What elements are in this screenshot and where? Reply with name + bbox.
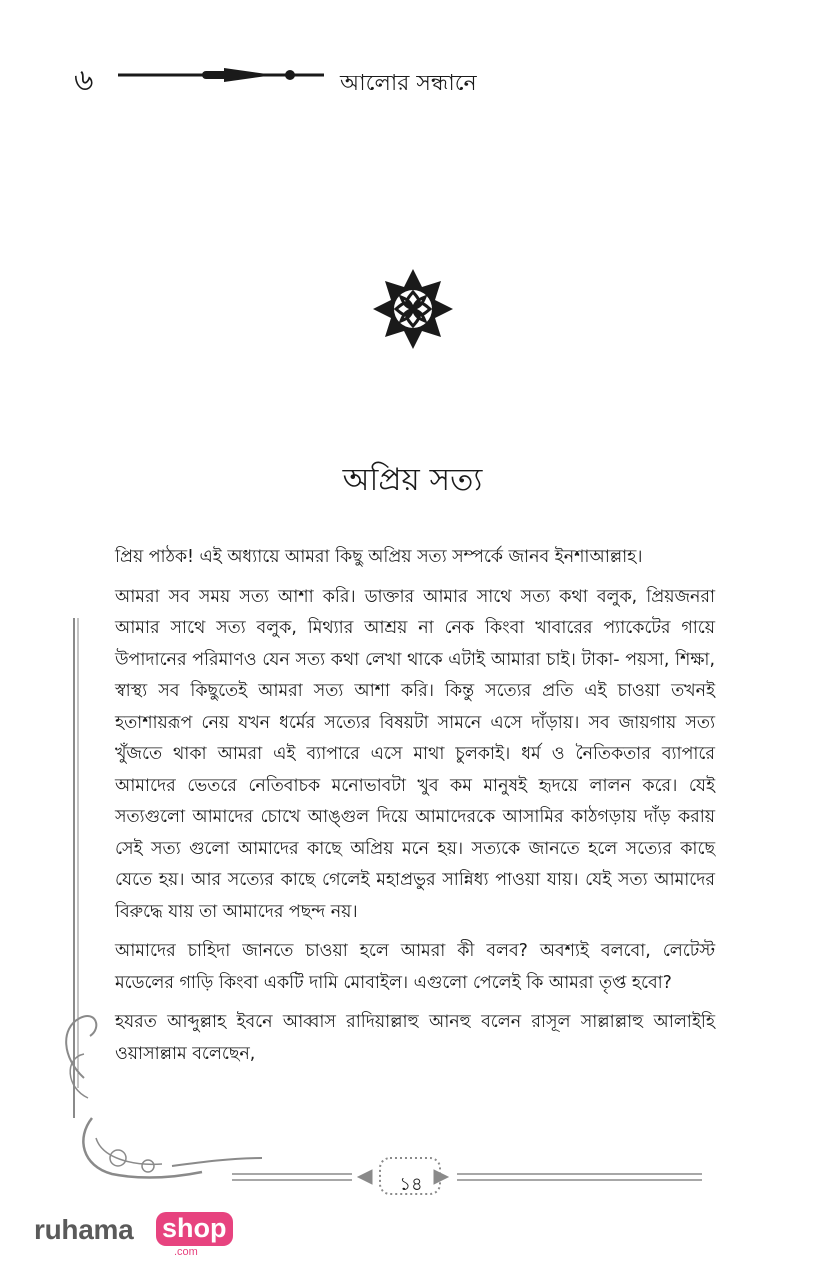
paragraph-hadith-intro: হযরত আব্দুল্লাহ ইবনে আব্বাস রাদিয়াল্লাহু আনহু বলেন রাসূল সাল্লাল্লাহু আলাইহি ওয়াসাল্লাম বলেছেন, xyxy=(115,1012,715,1064)
running-title: আলোর সন্ধানে xyxy=(340,71,477,96)
chapter-title: অপ্রিয় সত্য xyxy=(342,462,483,498)
paragraph-desires: আমাদের চাহিদা জানতে চাওয়া হলে আমরা কী বলব? অবশ্যই বলবো, লেটেস্ট মডেলের গাড়ি কিংবা একটি দামি মোবাইল। এগুলো পেলেই কি আমরা তৃপ্ত হবো? xyxy=(115,941,715,993)
star-ornament-icon xyxy=(372,268,454,350)
header-arrow-ornament xyxy=(74,62,334,98)
watermark-brand-left: ruhama xyxy=(34,1214,134,1245)
page-number: ১৪ xyxy=(399,1174,423,1195)
chapter-body xyxy=(115,542,715,1078)
running-header xyxy=(74,62,494,98)
paragraph-intro: প্রিয় পাঠক! এই অধ্যায়ে আমরা কিছু অপ্রিয় সত্য সম্পর্কে জানব ইনশাআল্লাহ। xyxy=(115,547,643,567)
watermark-brand-right: shop xyxy=(156,1212,233,1246)
page-mark: ৬ xyxy=(74,63,94,98)
watermark-domain: .com xyxy=(174,1246,198,1258)
paragraph-truth: আমরা সব সময় সত্য আশা করি। ডাক্তার আমার সাথে সত্য কথা বলুক, প্রিয়জনরা আমার সাথে সত্য বলুক, মিথ্যার আশ্রয় না নেক কিংবা খাবারের প্যাকেটের গায়ে উপাদানের পরিমাণও যেন সত্য কথা লেখা থাকে এটাই আমারা চাই। টাকা- পয়সা, শিক্ষা, স্বাস্থ্য সব কিছুতেই আমরা সত্য আশা করি। কিন্তু সত্যের প্রতি এই চাওয়া তখনই হতাশায়রূপ নেয় যখন ধর্মের সত্যের বিষয়টা সামনে এসে দাঁড়ায়। সব জায়গায় সত্য খুঁজতে থাকা আমরা এই ব্যাপারে এসে মাথা চুলকাই। ধর্ম ও নৈতিকতার ব্যাপারে আমাদের ভেতরে নেতিবাচক মনোভাবটা খুব কম মানুষই হৃদয়ে লালন করে। যেই সত্যগুলো আমাদের চোখে আঙ্গুল দিয়ে আমাদেরকে আসামির কাঠগড়ায় দাঁড় করায় সেই সত্য গুলো আমাদের কাছে অপ্রিয় মনে হয়। সত্যকে জানতে হলে সত্যের কাছে যেতে হয়। আর সত্যের কাছে গেলেই মহাপ্রভুর সান্নিধ্য পাওয়া যায়। যেই সত্য আমাদের বিরুদ্ধে যায় তা আমাদের পছন্দ নয়। xyxy=(115,586,715,922)
